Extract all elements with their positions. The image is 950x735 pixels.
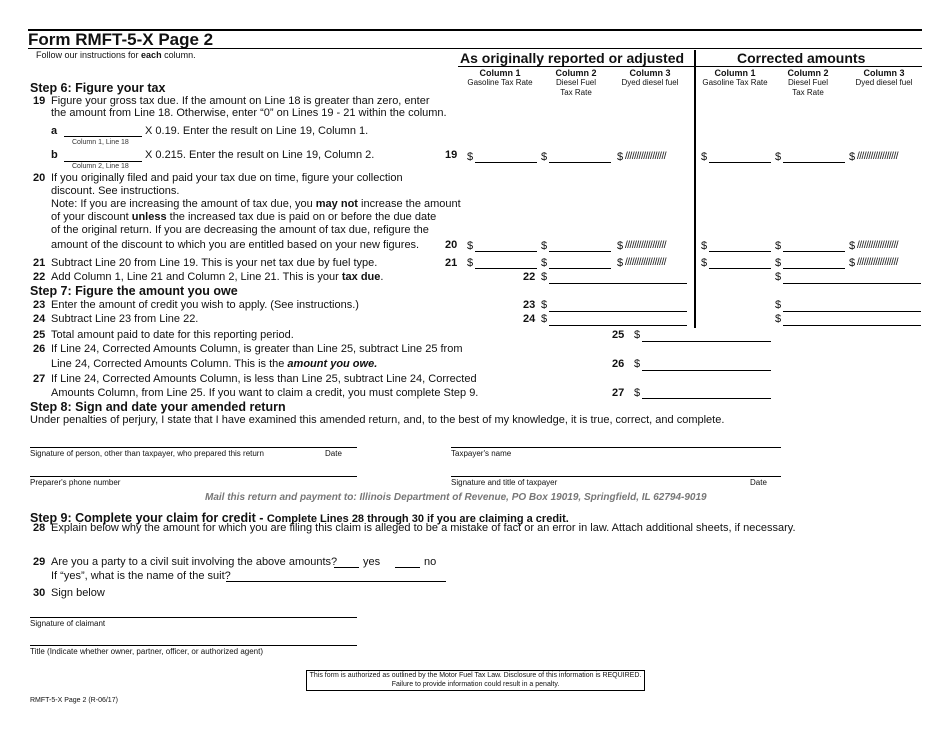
- step6-title: Step 6: Figure your tax: [30, 81, 166, 95]
- line23-text: Enter the amount of credit you wish to apply. (See instructions.): [51, 299, 359, 311]
- line24-number: 24: [33, 313, 46, 325]
- l20d-post: the increased tax due is paid on or before the due date: [166, 211, 437, 223]
- line26-number: 26: [33, 343, 46, 355]
- l26-dollar: $: [634, 358, 641, 370]
- perjury-statement: Under penalties of perjury, I state that I have examined this amended return, and, to the best of my knowledge, it is true, correct, and complete.: [30, 414, 725, 426]
- line21-corr-col2-input[interactable]: [783, 268, 845, 269]
- orig-col2-head: [540, 68, 612, 98]
- orig-col2-title: Column 2: [555, 68, 597, 78]
- l20-cc3-slashes: //////////////////: [857, 240, 899, 251]
- corr-col2-title: Column 2: [787, 68, 829, 78]
- l20d-bold: unless: [131, 211, 167, 223]
- l20-cc2-dollar: $: [775, 240, 782, 252]
- mailing-address: Mail this return and payment to: Illinois Department of Revenue, PO Box 19019, Springfield, IL 62794-9019: [205, 492, 707, 503]
- line20-text-d: [51, 211, 436, 224]
- line19a-label: a: [51, 125, 58, 137]
- l20-c3-dollar: $: [617, 240, 624, 252]
- l22-pre: Add Column 1, Line 21 and Column 2, Line 21. This is your: [51, 271, 342, 283]
- line20-text-a: If you originally filed and paid your tax due on time, figure your collection: [51, 172, 403, 184]
- line19-ref: 19: [445, 149, 458, 161]
- line19-text-b: the amount from Line 18. Otherwise, enter “0” on Lines 19 - 21 within the column.: [51, 107, 447, 119]
- line22-text: [51, 271, 383, 284]
- line19a-input[interactable]: [64, 136, 142, 137]
- corr-col1-sub: Gasoline Tax Rate: [702, 78, 768, 87]
- step8-title: Step 8: Sign and date your amended return: [30, 400, 286, 414]
- l20-cc1-dollar: $: [701, 240, 708, 252]
- line20-text-f: amount of the discount to which you are entitled based on your new figures.: [51, 239, 420, 251]
- line19b-label: b: [51, 149, 58, 161]
- l24-corr-dollar: $: [775, 313, 782, 325]
- column-divider-line: [694, 50, 696, 328]
- line29-text: Are you a party to a civil suit involving the above amounts?: [51, 556, 338, 568]
- taxpayer-date-label: Date: [750, 478, 767, 487]
- line30-text: Sign below: [51, 587, 105, 599]
- orig-col2-sub2: Tax Rate: [560, 88, 592, 97]
- orig-col3-sub: Dyed diesel fuel: [621, 78, 679, 87]
- preparer-date-label: Date: [325, 449, 342, 458]
- line21-number: 21: [33, 257, 46, 269]
- orig-col1-title: Column 1: [479, 68, 521, 78]
- claimant-title-label: Title (Indicate whether owner, partner, officer, or authorized agent): [30, 647, 264, 656]
- claimant-title-input[interactable]: [30, 645, 357, 646]
- line28-text: Explain below why the amount for which you are filing this claim is alleged to be a mistake of fact or an error in law. Attach additional sheets, if necessary.: [51, 522, 796, 534]
- l19-cc1-dollar: $: [701, 151, 708, 163]
- line24-orig-input[interactable]: [549, 325, 687, 326]
- corr-col3-title: Column 3: [863, 68, 905, 78]
- line23-ref: 23: [523, 299, 536, 311]
- civil-suit-no-label: no: [424, 556, 437, 568]
- corr-col1-title: Column 1: [714, 68, 756, 78]
- line20-text-b: discount. See instructions.: [51, 185, 180, 197]
- l21-c3-dollar: $: [617, 257, 624, 269]
- suit-name-input[interactable]: [226, 581, 446, 582]
- column-instructions: [36, 50, 196, 60]
- orig-col1-head: [460, 68, 540, 88]
- l20c-bold: may not: [315, 198, 358, 210]
- preparer-signature-label: Signature of person, other than taxpayer, who prepared this return: [30, 449, 264, 458]
- l22-bold: tax due: [341, 271, 381, 283]
- l26b-pre: Line 24, Corrected Amounts Column. This is the: [51, 358, 288, 370]
- line26-text-a: If Line 24, Corrected Amounts Column, is greater than Line 25, subtract Line 25 from: [51, 343, 463, 355]
- line26-input[interactable]: [642, 370, 771, 371]
- l21-c3-slashes: //////////////////: [625, 257, 667, 268]
- line28-number: 28: [33, 522, 46, 534]
- corr-col2-head: [772, 68, 844, 98]
- line22-ref: 22: [523, 271, 536, 283]
- line19a-text: X 0.19. Enter the result on Line 19, Column 1.: [145, 125, 369, 137]
- l21-c2-dollar: $: [541, 257, 548, 269]
- line26-text-b: [51, 358, 377, 371]
- line29-number: 29: [33, 556, 46, 568]
- line20-col2-input[interactable]: [549, 251, 611, 252]
- l19-c2-dollar: $: [541, 151, 548, 163]
- line23-corr-input[interactable]: [783, 311, 921, 312]
- l20-c2-dollar: $: [541, 240, 548, 252]
- line21-corr-col1-input[interactable]: [709, 268, 771, 269]
- line27-text-b: Amounts Column, from Line 25. If you want to claim a credit, you must complete Step 9.: [51, 387, 479, 399]
- l20-c3-slashes: //////////////////: [625, 240, 667, 251]
- orig-columns-heading: As originally reported or adjusted: [460, 50, 685, 66]
- l23-orig-dollar: $: [541, 299, 548, 311]
- civil-suit-no-input[interactable]: [395, 567, 420, 568]
- line19-number: 19: [33, 95, 46, 107]
- l19-cc2-dollar: $: [775, 151, 782, 163]
- l21-cc3-dollar: $: [849, 257, 856, 269]
- l21-c1-dollar: $: [467, 257, 474, 269]
- l20c-pre: Note: If you are increasing the amount of tax due, you: [51, 198, 316, 210]
- page-title: Form RMFT-5-X Page 2: [28, 30, 214, 49]
- orig-col3-title: Column 3: [629, 68, 671, 78]
- step7-title: Step 7: Figure the amount you owe: [30, 284, 238, 298]
- taxpayer-name-input[interactable]: [451, 447, 781, 448]
- preparer-phone-input[interactable]: [30, 476, 357, 477]
- line21-ref: 21: [445, 257, 458, 269]
- line19b-text: X 0.215. Enter the result on Line 19, Column 2.: [145, 149, 375, 161]
- l22-corr-dollar: $: [775, 271, 782, 283]
- l19-cc3-slashes: //////////////////: [857, 151, 899, 162]
- l19-cc3-dollar: $: [849, 151, 856, 163]
- line19-text-a: Figure your gross tax due. If the amount on Line 18 is greater than zero, enter: [51, 95, 430, 107]
- corr-col3-sub: Dyed diesel fuel: [855, 78, 913, 87]
- step9-title-main: Step 9: Complete your claim for credit -: [30, 511, 267, 525]
- instr-pre: Follow our instructions for: [36, 50, 142, 60]
- line23-number: 23: [33, 299, 46, 311]
- l20-c1-dollar: $: [467, 240, 474, 252]
- line27-number: 27: [33, 373, 46, 385]
- taxpayer-signature-input[interactable]: [451, 476, 781, 477]
- disclosure-notice: [306, 670, 645, 691]
- instr-post: column.: [161, 50, 196, 60]
- l19-c1-dollar: $: [467, 151, 474, 163]
- line20-corr-col2-input[interactable]: [783, 251, 845, 252]
- line27-input[interactable]: [642, 398, 771, 399]
- orig-col3-head: [614, 68, 686, 88]
- line24-ref: 24: [523, 313, 536, 325]
- line19a-sublabel: Column 1, Line 18: [72, 139, 129, 146]
- line20-corr-col1-input[interactable]: [709, 251, 771, 252]
- line21-col1-input[interactable]: [475, 268, 537, 269]
- line20-col1-input[interactable]: [475, 251, 537, 252]
- l20-cc3-dollar: $: [849, 240, 856, 252]
- l25-dollar: $: [634, 329, 641, 341]
- l23-corr-dollar: $: [775, 299, 782, 311]
- corrected-columns-heading: Corrected amounts: [737, 50, 866, 66]
- title-rule: [28, 48, 922, 49]
- l21-cc1-dollar: $: [701, 257, 708, 269]
- line27-ref: 27: [612, 387, 625, 399]
- disclosure-line1: This form is authorized as outlined by the Motor Fuel Tax Law. Disclosure of this information is REQUIRED.: [309, 672, 642, 679]
- step9-title-sub: Complete Lines 28 through 30 if you are claiming a credit.: [266, 513, 569, 525]
- line19-corr-col1-input[interactable]: [709, 162, 771, 163]
- orig-col2-sub1: Diesel Fuel: [555, 78, 596, 87]
- line26-ref: 26: [612, 358, 625, 370]
- line19b-sublabel: Column 2, Line 18: [72, 163, 129, 170]
- line19-col2-input[interactable]: [549, 162, 611, 163]
- line20-number: 20: [33, 172, 46, 184]
- claimant-signature-label: Signature of claimant: [30, 619, 106, 628]
- disclosure-line2: Failure to provide information could result in a penalty.: [391, 681, 560, 688]
- line19-corr-col2-input[interactable]: [783, 162, 845, 163]
- line25-input[interactable]: [642, 341, 771, 342]
- l22-post: .: [380, 271, 384, 283]
- preparer-phone-label: Preparer's phone number: [30, 478, 121, 487]
- line20-ref: 20: [445, 239, 458, 251]
- corr-col2-sub1: Diesel Fuel: [787, 78, 828, 87]
- line23-orig-input[interactable]: [549, 311, 687, 312]
- orig-col1-sub: Gasoline Tax Rate: [467, 78, 533, 87]
- civil-suit-yes-input[interactable]: [334, 567, 359, 568]
- line25-text: Total amount paid to date for this reporting period.: [51, 329, 294, 341]
- line22-corr-input[interactable]: [783, 283, 921, 284]
- instr-bold: each: [141, 50, 162, 60]
- l26b-bold: amount you owe.: [287, 358, 378, 370]
- line25-number: 25: [33, 329, 46, 341]
- line27-text-a: If Line 24, Corrected Amounts Column, is less than Line 25, subtract Line 24, Corrected: [51, 373, 477, 385]
- line24-corr-input[interactable]: [783, 325, 921, 326]
- claimant-signature-input[interactable]: [30, 617, 357, 618]
- form-id: RMFT-5-X Page 2 (R-06/17): [30, 697, 118, 704]
- corr-col2-sub2: Tax Rate: [792, 88, 824, 97]
- line19-col1-input[interactable]: [475, 162, 537, 163]
- l24-orig-dollar: $: [541, 313, 548, 325]
- column-heading-rule: [458, 66, 922, 67]
- civil-suit-yes-label: yes: [363, 556, 381, 568]
- line22-orig-input[interactable]: [549, 283, 687, 284]
- l19-c3-slashes: //////////////////: [625, 151, 667, 162]
- taxpayer-name-label: Taxpayer's name: [451, 449, 512, 458]
- l21-cc2-dollar: $: [775, 257, 782, 269]
- l27-dollar: $: [634, 387, 641, 399]
- line20-text-e: of the original return. If you are decreasing the amount of tax due, refigure the: [51, 224, 429, 236]
- l22-orig-dollar: $: [541, 271, 548, 283]
- line30-number: 30: [33, 587, 46, 599]
- l20c-post: increase the amount: [357, 198, 461, 210]
- l21-cc3-slashes: //////////////////: [857, 257, 899, 268]
- line29-suit-name-text: If “yes”, what is the name of the suit?: [51, 570, 231, 582]
- line21-text: Subtract Line 20 from Line 19. This is your net tax due by fuel type.: [51, 257, 378, 269]
- corr-col3-head: [846, 68, 922, 88]
- line21-col2-input[interactable]: [549, 268, 611, 269]
- preparer-signature-input[interactable]: [30, 447, 357, 448]
- l19-c3-dollar: $: [617, 151, 624, 163]
- taxpayer-signature-label: Signature and title of taxpayer: [451, 478, 558, 487]
- corr-col1-head: [697, 68, 773, 88]
- l20d-pre: of your discount: [51, 211, 132, 223]
- line24-text: Subtract Line 23 from Line 22.: [51, 313, 199, 325]
- line22-number: 22: [33, 271, 46, 283]
- line25-ref: 25: [612, 329, 625, 341]
- line20-text-c: [51, 198, 461, 211]
